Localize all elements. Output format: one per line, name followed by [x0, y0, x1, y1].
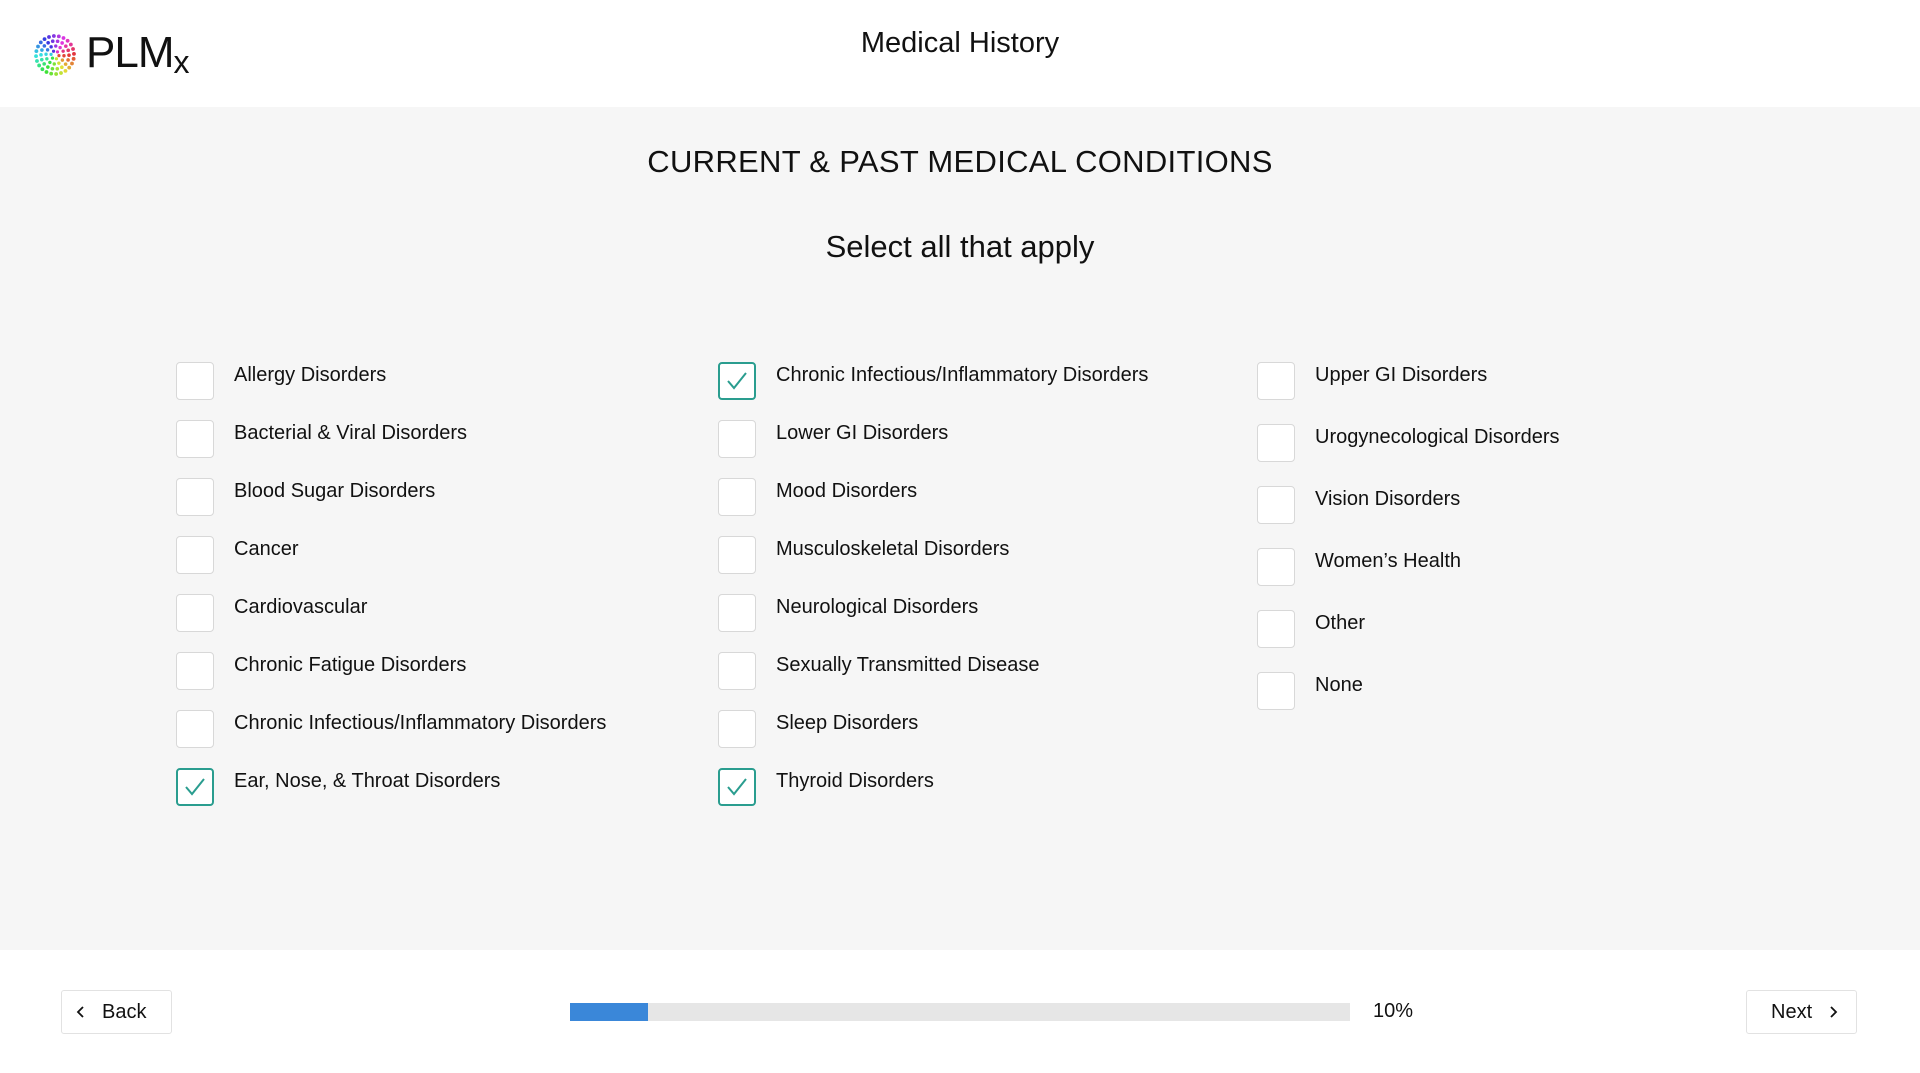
condition-option[interactable] — [1257, 422, 1560, 464]
condition-checkbox[interactable] — [718, 362, 756, 400]
condition-option[interactable] — [176, 360, 606, 402]
condition-label: Neurological Disorders — [776, 596, 979, 618]
condition-option[interactable] — [1257, 484, 1560, 526]
navigation-footer — [0, 950, 1920, 1073]
condition-option[interactable] — [176, 534, 606, 576]
condition-checkbox[interactable] — [718, 478, 756, 516]
condition-checkbox[interactable] — [176, 710, 214, 748]
next-button[interactable] — [1746, 990, 1857, 1034]
condition-checkbox[interactable] — [718, 536, 756, 574]
condition-checkbox[interactable] — [176, 420, 214, 458]
chevron-left-icon — [74, 1005, 88, 1019]
progress-bar-fill — [570, 1003, 648, 1021]
logo-text: PLMx — [86, 27, 189, 80]
page-title: Medical History — [860, 27, 1060, 59]
condition-label: Upper GI Disorders — [1315, 364, 1488, 386]
back-button[interactable] — [61, 990, 172, 1034]
condition-option[interactable] — [176, 592, 606, 634]
condition-label: Ear, Nose, & Throat Disorders — [234, 770, 501, 792]
checkmark-icon — [723, 367, 751, 395]
condition-checkbox[interactable] — [1257, 610, 1295, 648]
condition-label: Lower GI Disorders — [776, 422, 949, 444]
chevron-right-icon — [1826, 1005, 1840, 1019]
condition-checkbox[interactable] — [1257, 548, 1295, 586]
condition-label: Women’s Health — [1315, 550, 1461, 572]
next-button-label: Next — [1771, 1000, 1813, 1023]
condition-option[interactable] — [176, 708, 606, 750]
condition-label: Chronic Infectious/Inflammatory Disorders — [234, 712, 607, 734]
condition-label: Chronic Infectious/Inflammatory Disorders — [776, 364, 1149, 386]
condition-label: Blood Sugar Disorders — [234, 480, 436, 502]
checkmark-icon — [723, 773, 751, 801]
condition-checkbox[interactable] — [176, 768, 214, 806]
condition-checkbox[interactable] — [176, 478, 214, 516]
conditions-column-2 — [718, 360, 1148, 824]
condition-label: Thyroid Disorders — [776, 770, 934, 792]
condition-label: Sexually Transmitted Disease — [776, 654, 1040, 676]
condition-option[interactable] — [176, 418, 606, 460]
condition-option[interactable] — [718, 766, 1148, 808]
medical-conditions-panel — [0, 107, 1920, 950]
condition-label: Musculoskeletal Disorders — [776, 538, 1010, 560]
condition-option[interactable] — [1257, 360, 1560, 402]
condition-option[interactable] — [1257, 546, 1560, 588]
back-button-label: Back — [102, 1000, 147, 1023]
condition-checkbox[interactable] — [1257, 672, 1295, 710]
condition-label: Sleep Disorders — [776, 712, 919, 734]
condition-option[interactable] — [718, 592, 1148, 634]
condition-option[interactable] — [1257, 608, 1560, 650]
condition-checkbox[interactable] — [718, 420, 756, 458]
condition-checkbox[interactable] — [1257, 424, 1295, 462]
condition-checkbox[interactable] — [176, 362, 214, 400]
condition-option[interactable] — [718, 360, 1148, 402]
section-title: CURRENT & PAST MEDICAL CONDITIONS — [647, 144, 1273, 179]
condition-checkbox[interactable] — [176, 594, 214, 632]
condition-option[interactable] — [718, 534, 1148, 576]
condition-checkbox[interactable] — [718, 594, 756, 632]
condition-option[interactable] — [718, 476, 1148, 518]
condition-label: Mood Disorders — [776, 480, 918, 502]
conditions-column-1 — [176, 360, 606, 824]
condition-label: Bacterial & Viral Disorders — [234, 422, 468, 444]
condition-checkbox[interactable] — [1257, 362, 1295, 400]
condition-label: None — [1315, 674, 1363, 696]
condition-checkbox[interactable] — [718, 652, 756, 690]
condition-option[interactable] — [176, 766, 606, 808]
condition-option[interactable] — [176, 650, 606, 692]
condition-label: Chronic Fatigue Disorders — [234, 654, 467, 676]
condition-checkbox[interactable] — [176, 536, 214, 574]
instruction-text: Select all that apply — [825, 229, 1095, 264]
condition-label: Other — [1315, 612, 1366, 634]
condition-label: Allergy Disorders — [234, 364, 387, 386]
condition-checkbox[interactable] — [1257, 486, 1295, 524]
progress-bar — [570, 1003, 1350, 1021]
condition-checkbox[interactable] — [718, 768, 756, 806]
condition-label: Cardiovascular — [234, 596, 368, 618]
checkmark-icon — [181, 773, 209, 801]
condition-checkbox[interactable] — [176, 652, 214, 690]
condition-checkbox[interactable] — [718, 710, 756, 748]
condition-label: Urogynecological Disorders — [1315, 426, 1560, 448]
condition-option[interactable] — [176, 476, 606, 518]
app-header — [0, 0, 1920, 107]
condition-option[interactable] — [718, 418, 1148, 460]
progress-percent: 10% — [1373, 1000, 1414, 1022]
condition-option[interactable] — [1257, 670, 1560, 712]
condition-label: Cancer — [234, 538, 299, 560]
condition-option[interactable] — [718, 708, 1148, 750]
condition-label: Vision Disorders — [1315, 488, 1461, 510]
conditions-column-3 — [1257, 360, 1560, 732]
condition-option[interactable] — [718, 650, 1148, 692]
